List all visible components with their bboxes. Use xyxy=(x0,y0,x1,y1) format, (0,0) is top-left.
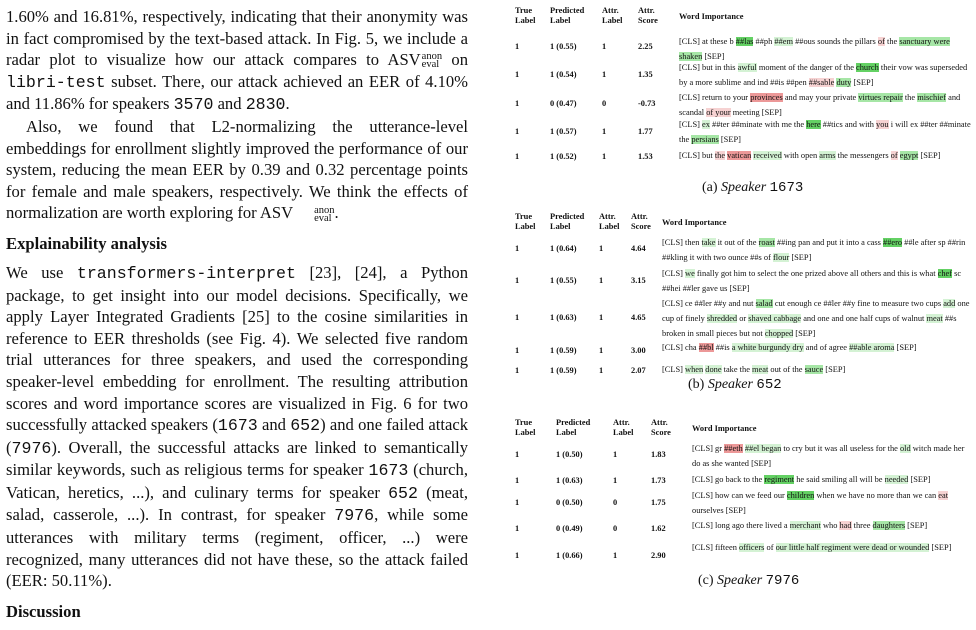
cell-attr-label: 0 xyxy=(602,99,607,108)
cell-true-label: 1 xyxy=(515,152,520,161)
word-importance-text xyxy=(692,472,974,487)
token: ##ing pan and put it into a cass xyxy=(774,238,883,247)
cell-predicted-label: 1 (0.52) xyxy=(550,152,577,161)
figure-caption xyxy=(698,573,799,589)
caption-speaker-id: 652 xyxy=(756,377,782,393)
highlighted-token: ##eth xyxy=(724,444,743,453)
cell-true-label: 1 xyxy=(515,476,520,485)
sub: eval xyxy=(421,59,440,71)
highlighted-token: persians xyxy=(691,135,719,144)
token: take the xyxy=(721,365,753,374)
token: [CLS] fifteen xyxy=(692,543,739,552)
cell-predicted-label: 1 (0.66) xyxy=(556,551,583,560)
word-importance-text xyxy=(692,518,974,533)
token: sc ##hei ##ler gave us [SEP] xyxy=(662,269,962,293)
token: ##is xyxy=(713,343,732,352)
word-importance-text xyxy=(662,340,974,355)
caption-word: Speaker xyxy=(721,180,770,195)
figure-panel xyxy=(515,418,975,595)
cell-true-label: 1 xyxy=(515,313,520,322)
header-line: Attr. xyxy=(602,6,619,15)
sup: anon xyxy=(314,204,335,216)
highlighted-token: you xyxy=(876,120,889,129)
highlighted-token: daughters xyxy=(872,521,906,530)
paragraph-2 xyxy=(6,116,468,224)
token: [SEP] xyxy=(718,135,741,144)
speaker-id: 2830 xyxy=(245,95,286,115)
word-importance-text xyxy=(679,90,973,120)
cell-predicted-label: 0 (0.47) xyxy=(550,99,577,108)
token: and may your private xyxy=(782,93,859,102)
text-span: . xyxy=(285,94,290,114)
token: who xyxy=(820,521,840,530)
header-line: Attr. xyxy=(651,418,668,427)
cell-attr-label: 1 xyxy=(599,276,604,285)
highlighted-token: take xyxy=(701,238,716,247)
cell-predicted-label: 0 (0.50) xyxy=(556,498,583,507)
highlighted-token: the xyxy=(714,151,726,160)
text-span: ). Overall, the successful attacks are linked to semantically similar keywords, such as religious terms for speaker xyxy=(6,437,468,480)
word-importance-text xyxy=(662,235,974,265)
header-true-label xyxy=(515,418,535,437)
caption-word: Speaker xyxy=(707,377,757,392)
section-heading: Explainability analysis xyxy=(6,233,167,253)
text-span: (church, Vatican, heretics, ...), and culinary terms for speaker xyxy=(6,460,468,502)
text-span: We use xyxy=(6,262,77,282)
highlighted-token: shaved cabbage xyxy=(748,314,802,323)
highlighted-token: shredded xyxy=(706,314,738,323)
highlighted-token: a white burgundy dry xyxy=(731,343,804,352)
caption-prefix: (a) xyxy=(702,180,722,195)
token: out of the xyxy=(768,365,805,374)
header-line: Label xyxy=(556,427,577,437)
token: [CLS] gr xyxy=(692,444,725,453)
cell-attr-label: 1 xyxy=(599,346,604,355)
highlighted-token: we xyxy=(685,269,695,278)
header-line: Attr. xyxy=(613,418,630,427)
highlighted-token: salad xyxy=(755,299,773,308)
cell-attr-score: 1.77 xyxy=(638,127,653,136)
cell-attr-score: 1.83 xyxy=(651,450,666,459)
highlighted-token: sanctuary xyxy=(899,37,932,46)
text-span: 1.60% and 16.81%, respectively, indicating that their anonymity was in fact compromised by the text-based attack. In Fig. 5, we include a radar plot to visualize how our attack compares to xyxy=(6,7,468,70)
header-line: Label xyxy=(550,221,571,231)
highlighted-token: ##las xyxy=(735,37,754,46)
section-heading: Discussion xyxy=(6,601,81,621)
token: their vow was superseded by a more sublime and ind ##is ##pen xyxy=(679,63,968,87)
header-attr-label xyxy=(613,418,633,437)
highlighted-token: add xyxy=(943,299,956,308)
highlighted-token: meat xyxy=(752,365,769,374)
speaker-id: 7976 xyxy=(11,438,52,458)
cell-attr-score: 1.62 xyxy=(651,524,666,533)
word-importance-text xyxy=(662,362,974,377)
highlighted-token: ##ero xyxy=(883,238,903,247)
cell-attr-score: 3.15 xyxy=(631,276,646,285)
cell-true-label: 1 xyxy=(515,70,520,79)
highlighted-token: sauce xyxy=(804,365,824,374)
cell-attr-label: 1 xyxy=(599,244,604,253)
token: ourselves [SEP] xyxy=(692,506,746,515)
speaker-id: 652 xyxy=(388,483,418,503)
cell-attr-label: 1 xyxy=(602,152,607,161)
cell-attr-score: 2.90 xyxy=(651,551,666,560)
highlighted-token: eat xyxy=(938,491,949,500)
cell-true-label: 1 xyxy=(515,276,520,285)
token: with open xyxy=(781,151,820,160)
cell-true-label: 1 xyxy=(515,366,520,375)
highlighted-token: ##bl xyxy=(698,343,714,352)
cell-attr-score: -0.73 xyxy=(638,99,656,108)
speaker-id: 1673 xyxy=(368,461,409,481)
token: [SEP] xyxy=(789,253,812,262)
text-span: and xyxy=(257,415,291,435)
paragraph-1 xyxy=(6,6,468,116)
word-importance-text xyxy=(692,488,974,518)
highlighted-token: officers xyxy=(738,543,765,552)
highlighted-token: regiment xyxy=(764,475,795,484)
word-importance-text xyxy=(679,148,973,163)
speaker-id: 3570 xyxy=(173,95,214,115)
cell-predicted-label: 1 (0.59) xyxy=(550,366,577,375)
token: moment of the danger of the xyxy=(756,63,857,72)
cell-predicted-label: 1 (0.55) xyxy=(550,276,577,285)
token: [SEP] xyxy=(894,343,917,352)
highlighted-token: of xyxy=(877,37,885,46)
token: [SEP] xyxy=(702,52,725,61)
token: [CLS] how can we feed our xyxy=(692,491,787,500)
cell-predicted-label: 1 (0.50) xyxy=(556,450,583,459)
token: the messengers xyxy=(835,151,891,160)
header-line: Label xyxy=(550,15,571,25)
speaker-id: 1673 xyxy=(217,416,258,436)
highlighted-token: egypt xyxy=(899,151,919,160)
token: [SEP] xyxy=(823,365,846,374)
token: it out of the xyxy=(715,238,759,247)
highlighted-token: of your xyxy=(706,108,731,117)
highlighted-token: roast xyxy=(758,238,775,247)
text-span: , while some utterances with military terms (regiment, officer, ...) were recognized, many utterances did not have these, so the attack failed (EER: 50.11%). xyxy=(6,505,468,591)
paragraph-3 xyxy=(6,262,468,592)
token: [SEP] xyxy=(908,475,931,484)
header-line: Attr. xyxy=(631,212,648,221)
cell-attr-score: 1.53 xyxy=(638,152,653,161)
highlighted-token: children xyxy=(786,491,815,500)
header-line: Predicted xyxy=(556,418,591,427)
left-column xyxy=(6,6,468,630)
highlighted-token: virtues repair xyxy=(858,93,903,102)
cell-true-label: 1 xyxy=(515,524,520,533)
highlighted-token: old xyxy=(899,444,911,453)
cell-attr-label: 1 xyxy=(613,450,618,459)
token: [CLS] but xyxy=(679,151,715,160)
header-word-importance: Word Importance xyxy=(662,218,727,227)
header-word-importance: Word Importance xyxy=(679,12,744,21)
token: [CLS] but in this xyxy=(679,63,738,72)
cell-predicted-label: 1 (0.59) xyxy=(550,346,577,355)
asv-term: ASV xyxy=(259,203,294,223)
header-attr-score xyxy=(631,212,651,231)
cell-attr-label: 0 xyxy=(613,524,618,533)
header-true-label xyxy=(515,6,535,25)
token: [CLS] return to your xyxy=(679,93,751,102)
token: when we have no more than we can xyxy=(814,491,939,500)
header-line: Predicted xyxy=(550,212,585,221)
header-word-importance: Word Importance xyxy=(692,424,757,433)
token: he said smiling all will be xyxy=(794,475,885,484)
asv-scripts xyxy=(294,204,335,224)
token: [SEP] xyxy=(918,151,941,160)
token: [CLS] xyxy=(679,120,703,129)
cell-attr-score: 2.07 xyxy=(631,366,646,375)
header-line: True xyxy=(515,6,533,15)
caption-prefix: (b) xyxy=(688,377,708,392)
token: [SEP] xyxy=(793,329,816,338)
header-line: Attr. xyxy=(599,212,616,221)
highlighted-token: church xyxy=(856,63,879,72)
highlighted-token: flour xyxy=(772,253,790,262)
cell-attr-score: 1.75 xyxy=(651,498,666,507)
token: or xyxy=(737,314,749,323)
header-predicted-label xyxy=(550,212,584,231)
caption-speaker-id: 7976 xyxy=(765,573,800,589)
token: ##le after sp ##rin ##kling it with two ounce ##s of xyxy=(662,238,966,262)
highlighted-token: ##el began xyxy=(744,444,782,453)
token: [CLS] xyxy=(662,269,686,278)
cell-attr-score: 4.64 xyxy=(631,244,646,253)
header-line: Label xyxy=(515,15,536,25)
token: three xyxy=(851,521,873,530)
cell-true-label: 1 xyxy=(515,42,520,51)
text-span: and xyxy=(213,94,246,114)
token: cut enough ce ##ler ##y fine to measure two cups xyxy=(772,299,944,308)
highlighted-token: arms xyxy=(819,151,836,160)
cell-predicted-label: 1 (0.64) xyxy=(550,244,577,253)
text-span: subset. There, our attack achieved an EER of 4.10% and 11.86% for speakers xyxy=(6,71,468,114)
token: i will ex ##ter ##minate the xyxy=(679,120,971,144)
header-line: True xyxy=(515,418,533,427)
cell-attr-score: 4.65 xyxy=(631,313,646,322)
cell-predicted-label: 1 (0.55) xyxy=(550,42,577,51)
token: witch made her do as she wanted [SEP] xyxy=(692,444,965,468)
header-attr-score xyxy=(651,418,671,437)
cell-true-label: 1 xyxy=(515,127,520,136)
header-line: Attr. xyxy=(638,6,655,15)
token: and of agree xyxy=(803,343,850,352)
highlighted-token: when xyxy=(685,365,704,374)
text-span: ) and one failed attack ( xyxy=(6,415,468,457)
token: the xyxy=(884,37,900,46)
header-line: Predicted xyxy=(550,6,585,15)
token: [CLS] ce ##ler ##y and nut xyxy=(662,299,756,308)
figure-panel xyxy=(515,6,975,202)
header-line: Score xyxy=(631,221,651,231)
cell-attr-label: 1 xyxy=(599,313,604,322)
asv-term: ASV xyxy=(387,50,421,70)
highlighted-token: received xyxy=(753,151,782,160)
highlighted-token: vatican xyxy=(727,151,752,160)
token: and scandal xyxy=(679,93,961,117)
highlighted-token: were dead or wounded xyxy=(851,543,930,552)
highlighted-token: done xyxy=(705,365,722,374)
highlighted-token: ##able aroma xyxy=(849,343,895,352)
cell-predicted-label: 1 (0.54) xyxy=(550,70,577,79)
word-importance-text xyxy=(692,540,974,555)
highlighted-token: had xyxy=(839,521,852,530)
cell-true-label: 1 xyxy=(515,346,520,355)
text-span: Also, we found that L2-normalizing the utterance-level embeddings for enrollment slightly improved the performance of our system, reducing the mean EER by 0.39 and 0.32 percentage points for female and male speakers, respectively. We think the effects of normalization are worth exploring for xyxy=(6,116,468,223)
header-line: Label xyxy=(602,15,623,25)
token: one cup of finely xyxy=(662,299,970,323)
highlighted-token: were shaken xyxy=(679,37,950,61)
cell-predicted-label: 0 (0.49) xyxy=(556,524,583,533)
highlighted-token: our little half regiment xyxy=(775,543,852,552)
word-importance-text xyxy=(692,441,974,471)
cell-attr-score: 3.00 xyxy=(631,346,646,355)
highlighted-token: chopped xyxy=(764,329,794,338)
caption-prefix: (c) xyxy=(698,573,718,588)
word-importance-text xyxy=(679,117,973,147)
cell-attr-label: 1 xyxy=(613,551,618,560)
speaker-id: 7976 xyxy=(334,506,375,526)
token: of xyxy=(764,543,776,552)
header-line: True xyxy=(515,212,533,221)
token: ##s broken in small pieces but not xyxy=(662,314,957,338)
highlighted-token: awful xyxy=(737,63,757,72)
highlighted-token: meat xyxy=(926,314,943,323)
token: [CLS] cha xyxy=(662,343,699,352)
highlighted-token: needed xyxy=(884,475,909,484)
header-attr-label xyxy=(599,212,619,231)
highlighted-token: of xyxy=(890,151,898,160)
header-line: Label xyxy=(613,427,634,437)
header-true-label xyxy=(515,212,535,231)
highlighted-token: duty xyxy=(836,78,852,87)
text-span: [23], [24], a Python package, to get insight into our model decisions. Specifically, we apply Layer Integrated Gradients [25] to the cosine similarities in reference to EER thresholds (see Fig. 4). We selected five random trial utterances for three speakers, and used the corresponding speaker-level embedding for enrollment. The resulting attribution scores and word importance scores are visualized in Fig. 6 for two successfully attacked speakers ( xyxy=(6,262,468,435)
highlighted-token: merchant xyxy=(789,521,821,530)
cell-attr-score: 1.35 xyxy=(638,70,653,79)
token: [CLS] go back to the xyxy=(692,475,765,484)
sup: anon xyxy=(421,51,443,63)
cell-attr-label: 1 xyxy=(602,70,607,79)
token: to cry but it was all useless for the xyxy=(781,444,900,453)
token: ##tics and with xyxy=(820,120,877,129)
sub: eval xyxy=(314,212,332,224)
cell-true-label: 1 xyxy=(515,450,520,459)
header-attr-score xyxy=(638,6,658,25)
cell-attr-label: 0 xyxy=(613,498,618,507)
cell-true-label: 1 xyxy=(515,99,520,108)
cell-true-label: 1 xyxy=(515,551,520,560)
highlighted-token: ex xyxy=(702,120,710,129)
header-line: Score xyxy=(638,15,658,25)
token: [CLS] xyxy=(662,365,686,374)
cell-attr-label: 1 xyxy=(602,42,607,51)
figure-caption xyxy=(702,180,803,196)
speaker-id: 652 xyxy=(290,416,321,436)
text-span: on xyxy=(442,50,468,70)
token: [SEP] xyxy=(929,543,952,552)
highlighted-token: provinces xyxy=(750,93,783,102)
token: and one and one half cups of walnut xyxy=(801,314,927,323)
text-span: (meat, salad, casserole, ...). In contrast, for speaker xyxy=(6,482,468,525)
token: finally got him to select the one prized above all others and this is what xyxy=(694,269,938,278)
token: the xyxy=(902,93,918,102)
figure-caption xyxy=(688,377,782,393)
cell-attr-label: 1 xyxy=(602,127,607,136)
cell-predicted-label: 1 (0.63) xyxy=(556,476,583,485)
code-span: transformers-interpret xyxy=(76,263,296,283)
word-importance-text xyxy=(679,60,973,90)
header-attr-label xyxy=(602,6,622,25)
token: [CLS] long ago there lived a xyxy=(692,521,790,530)
cell-attr-score: 1.73 xyxy=(651,476,666,485)
highlighted-token: chef xyxy=(937,269,953,278)
highlighted-token: ##sable xyxy=(808,78,835,87)
highlighted-token: here xyxy=(806,120,821,129)
header-line: Score xyxy=(651,427,671,437)
asv-scripts xyxy=(422,53,442,69)
token: [CLS] then xyxy=(662,238,702,247)
caption-speaker-id: 1673 xyxy=(769,180,804,196)
token: [SEP] xyxy=(851,78,874,87)
cell-true-label: 1 xyxy=(515,244,520,253)
figure-panel xyxy=(515,212,975,399)
header-line: Label xyxy=(515,427,536,437)
token: [CLS] at these b xyxy=(679,37,736,46)
word-importance-text xyxy=(662,296,974,341)
word-importance-text xyxy=(662,266,974,296)
caption-word: Speaker xyxy=(717,573,766,588)
cell-attr-label: 1 xyxy=(613,476,618,485)
header-predicted-label xyxy=(556,418,590,437)
token: ##ous sounds the pillars xyxy=(793,37,878,46)
cell-predicted-label: 1 (0.57) xyxy=(550,127,577,136)
cell-predicted-label: 1 (0.63) xyxy=(550,313,577,322)
cell-true-label: 1 xyxy=(515,498,520,507)
token: ##ph xyxy=(753,37,775,46)
cell-attr-score: 2.25 xyxy=(638,42,653,51)
cell-attr-label: 1 xyxy=(599,366,604,375)
text-span: . xyxy=(334,203,339,223)
highlighted-token: ##em xyxy=(774,37,793,46)
highlighted-token: mischief xyxy=(917,93,947,102)
token: [SEP] xyxy=(905,521,928,530)
header-predicted-label xyxy=(550,6,584,25)
code-span: libri-test xyxy=(6,72,106,92)
header-line: Label xyxy=(515,221,536,231)
header-line: Label xyxy=(599,221,620,231)
token: ##ter ##minate with me the xyxy=(709,120,807,129)
token: meeting [SEP] xyxy=(730,108,782,117)
